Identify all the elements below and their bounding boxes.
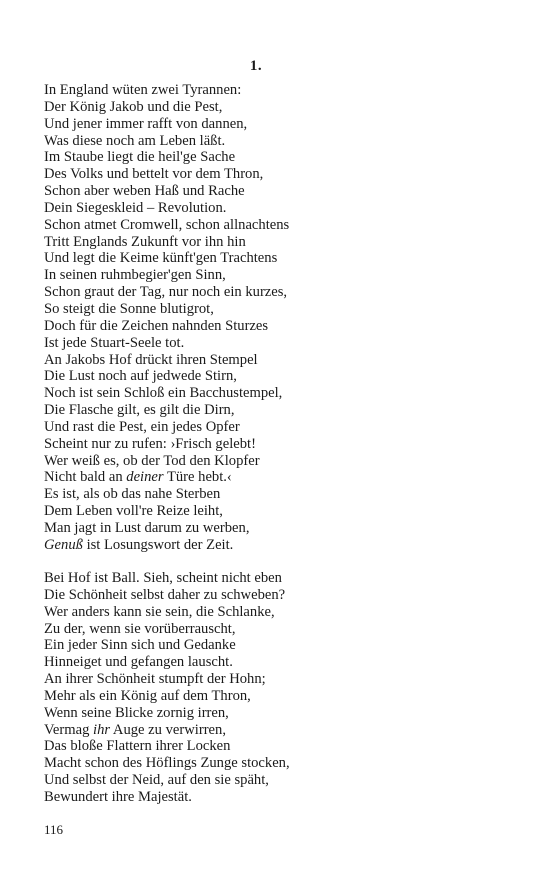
verse-text: Ist jede Stuart-Seele tot.	[44, 334, 185, 351]
verse-line	[44, 453, 524, 470]
verse-line	[44, 520, 524, 537]
verse-text: Ein jeder Sinn sich und Gedanke	[44, 637, 236, 654]
verse-line	[44, 385, 524, 402]
verse-line	[44, 671, 524, 688]
verse-line	[44, 621, 524, 638]
verse-line	[44, 587, 524, 604]
verse-text: An Jakobs Hof drückt ihren Stempel	[44, 351, 258, 368]
verse-line	[44, 116, 524, 133]
verse-text: Die Schönheit selbst daher zu schweben?	[44, 586, 286, 603]
verse-line	[44, 368, 524, 385]
verse-line	[44, 537, 524, 554]
verse-text: Doch für die Zeichen nahnden Sturzes	[44, 317, 269, 334]
section-number: 1.	[249, 58, 263, 74]
verse-text: Zu der, wenn sie vorüberrauscht,	[44, 620, 236, 637]
verse-line	[44, 82, 524, 99]
verse-line	[44, 469, 524, 486]
verse-text: Was diese noch am Leben läßt.	[44, 132, 226, 149]
verse-text: Schon aber weben Haß und Rache	[44, 183, 245, 200]
verse-line	[44, 722, 524, 739]
verse-text: Wer weiß es, ob der Tod den Klopfer	[44, 452, 260, 469]
verse-text: Es ist, als ob das nahe Sterben	[44, 486, 221, 503]
verse-line	[44, 166, 524, 183]
verse-text: Türe hebt.‹	[163, 469, 232, 486]
verse-text: Dein Siegeskleid – Revolution.	[44, 199, 227, 216]
verse-line	[44, 688, 524, 705]
verse-line	[44, 267, 524, 284]
verse-text: Der König Jakob und die Pest,	[44, 98, 223, 115]
verse-line	[44, 99, 524, 116]
verse-text: Die Lust noch auf jedwede Stirn,	[44, 368, 237, 385]
verse-text: Man jagt in Lust darum zu werben,	[44, 519, 250, 536]
verse-text: Bewundert ihre Majestät.	[44, 788, 192, 805]
verse-line	[44, 335, 524, 352]
verse-text: Hinneiget und gefangen lauscht.	[44, 654, 233, 671]
verse-line	[44, 149, 524, 166]
verse-line	[44, 133, 524, 150]
verse-text: Schon atmet Cromwell, schon allnachtens	[44, 216, 290, 233]
verse-text: Schon graut der Tag, nur noch ein kurzes,	[44, 284, 288, 301]
stanza-2	[44, 570, 524, 806]
verse-text: Und jener immer rafft von dannen,	[44, 115, 248, 132]
verse-line	[44, 234, 524, 251]
emphasized-word: ihr	[93, 721, 111, 738]
verse-text: Mehr als ein König auf dem Thron,	[44, 687, 251, 704]
verse-line	[44, 352, 524, 369]
verse-text: Tritt Englands Zukunft vor ihn hin	[44, 233, 246, 250]
verse-line	[44, 436, 524, 453]
verse-text: Und selbst der Neid, auf den sie späht,	[44, 772, 269, 789]
emphasized-word: deiner	[126, 469, 164, 486]
verse-text: In seinen ruhmbegier'gen Sinn,	[44, 267, 226, 284]
verse-text: Noch ist sein Schloß ein Bacchustempel,	[44, 385, 283, 402]
page-number: 116	[44, 822, 64, 837]
verse-text: Dem Leben voll're Reize leiht,	[44, 503, 223, 520]
emphasized-word: Genuß	[44, 536, 83, 553]
verse-text: ist Losungswort der Zeit.	[82, 536, 234, 553]
verse-text: So steigt die Sonne blutigrot,	[44, 300, 214, 317]
verse-line	[44, 503, 524, 520]
verse-line	[44, 250, 524, 267]
verse-line	[44, 755, 524, 772]
verse-text: Und rast die Pest, ein jedes Opfer	[44, 418, 240, 435]
verse-line	[44, 301, 524, 318]
verse-text: Auge zu verwirren,	[110, 721, 226, 738]
verse-text: Des Volks und bettelt vor dem Thron,	[44, 166, 264, 183]
verse-line	[44, 318, 524, 335]
verse-line	[44, 284, 524, 301]
verse-line	[44, 183, 524, 200]
verse-text: Macht schon des Höflings Zunge stocken,	[44, 755, 290, 772]
verse-line	[44, 654, 524, 671]
verse-text: Nicht bald an	[44, 469, 127, 486]
verse-line	[44, 789, 524, 806]
verse-line	[44, 772, 524, 789]
verse-text: Wenn seine Blicke zornig irren,	[44, 704, 229, 721]
verse-line	[44, 570, 524, 587]
verse-text: Das bloße Flattern ihrer Locken	[44, 738, 231, 755]
stanza-1	[44, 82, 524, 554]
verse-line	[44, 604, 524, 621]
verse-line	[44, 486, 524, 503]
verse-text: Bei Hof ist Ball. Sieh, scheint nicht eben	[44, 570, 282, 586]
verse-text: Scheint nur zu rufen: ›Frisch gelebt!	[44, 435, 256, 452]
verse-line	[44, 705, 524, 722]
verse-line	[44, 217, 524, 234]
verse-line	[44, 200, 524, 217]
verse-line	[44, 637, 524, 654]
verse-line	[44, 738, 524, 755]
verse-text: In England wüten zwei Tyrannen:	[44, 82, 242, 98]
verse-text: Im Staube liegt die heil'ge Sache	[44, 149, 236, 166]
verse-text: Wer anders kann sie sein, die Schlanke,	[44, 603, 275, 620]
verse-text: Und legt die Keime künft'gen Trachtens	[44, 250, 278, 267]
verse-text: Die Flasche gilt, es gilt die Dirn,	[44, 402, 235, 419]
verse-line	[44, 402, 524, 419]
verse-text: Vermag	[44, 721, 94, 738]
verse-line	[44, 419, 524, 436]
verse-text: An ihrer Schönheit stumpft der Hohn;	[44, 671, 266, 688]
